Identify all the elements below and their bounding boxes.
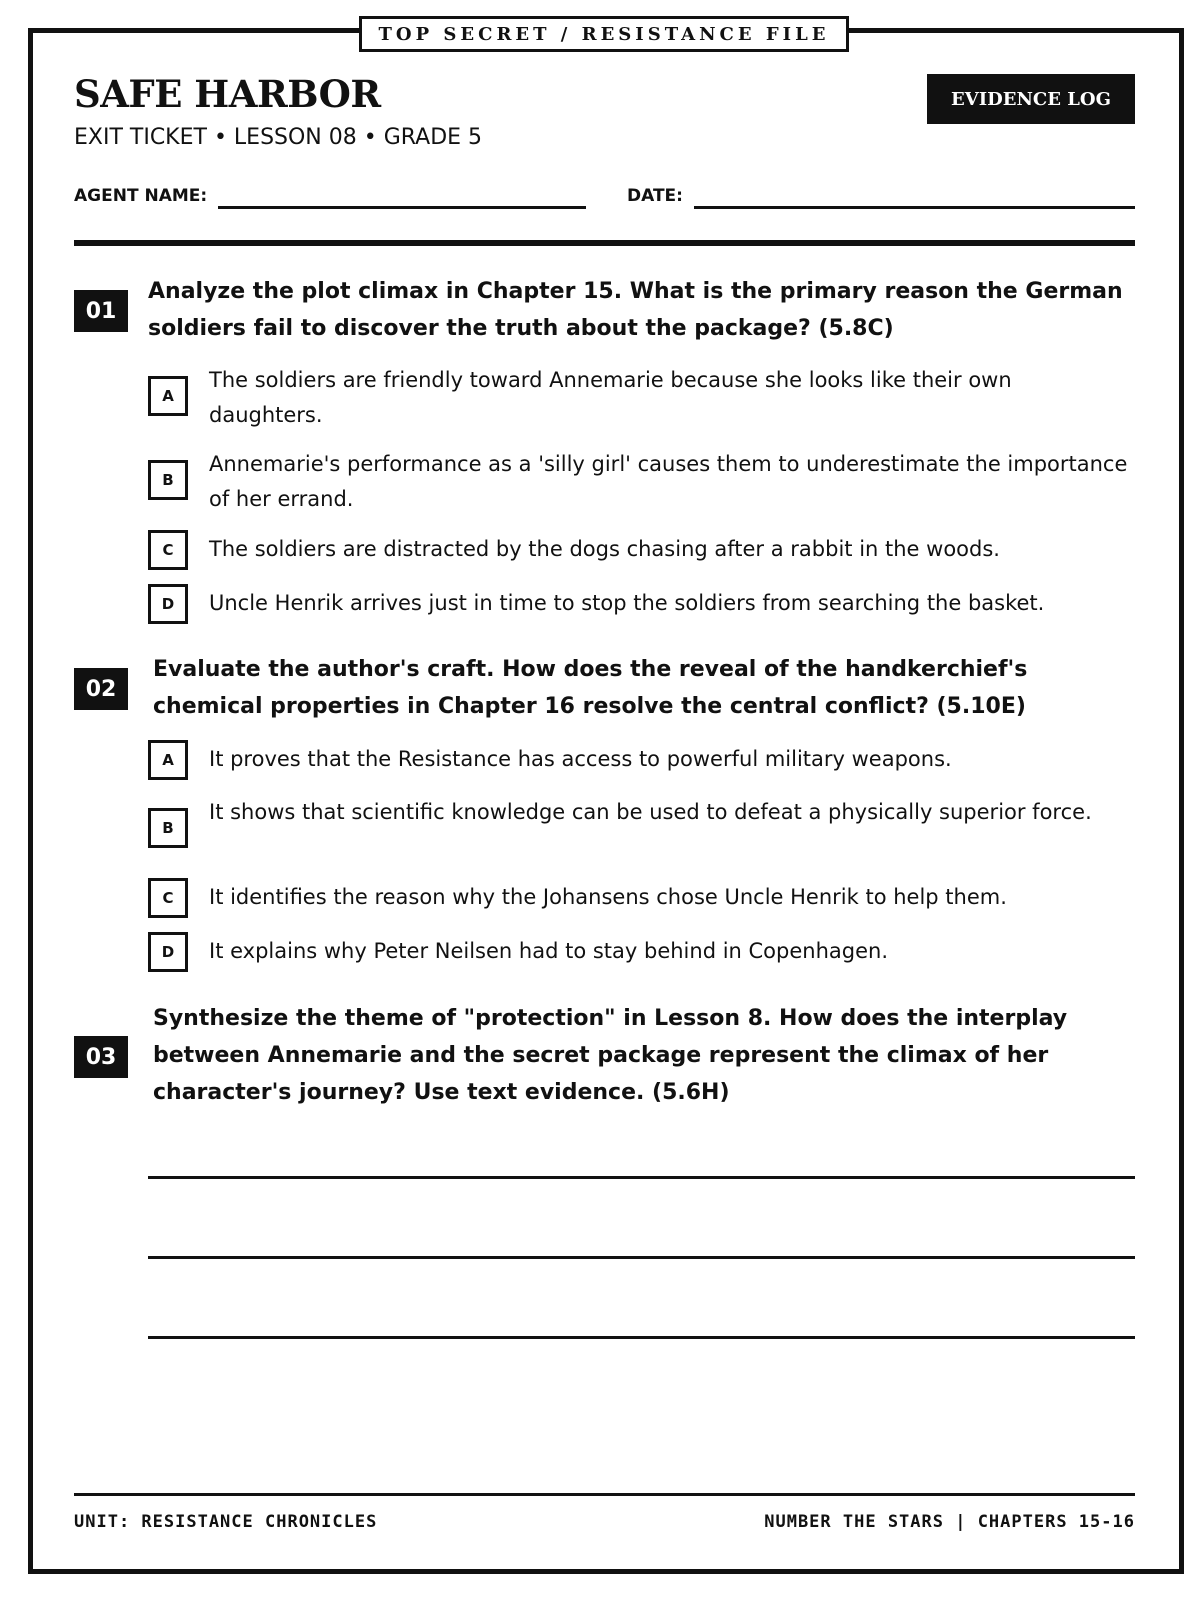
footer-book: NUMBER THE STARS | CHAPTERS 15-16 [764, 1512, 1135, 1532]
q2-option-c-checkbox[interactable]: C [148, 878, 188, 918]
agent-name-field[interactable] [218, 206, 586, 209]
answer-line[interactable] [148, 1336, 1135, 1339]
q1-option-d-checkbox[interactable]: D [148, 584, 188, 624]
q2-option-b-checkbox[interactable]: B [148, 808, 188, 848]
answer-line[interactable] [148, 1176, 1135, 1179]
footer-unit: UNIT: RESISTANCE CHRONICLES [74, 1512, 378, 1532]
header-divider [74, 240, 1135, 246]
q1-option-a-checkbox[interactable]: A [148, 376, 188, 416]
q1-option-b-text: Annemarie's performance as a 'silly girl' causes them to underestimate the importance of her errand. [209, 452, 1128, 511]
date-label: DATE: [627, 186, 683, 206]
q1-option-a-text: The soldiers are friendly toward Annemarie because she looks like their own daughters. [209, 368, 1012, 427]
agent-name-label: AGENT NAME: [74, 186, 208, 206]
q1-option-c-text: The soldiers are distracted by the dogs chasing after a rabbit in the woods. [209, 537, 1000, 561]
question-3-prompt: Synthesize the theme of "protection" in Lesson 8. How does the interplay between Annemarie and the secret package represent the climax of her character's journey? Use text evidence. (5.6H) [153, 1006, 1068, 1105]
worksheet-subtitle: EXIT TICKET • LESSON 08 • GRADE 5 [74, 125, 483, 150]
q2-option-a-text: It proves that the Resistance has access to powerful military weapons. [209, 747, 952, 771]
q2-option-d-text: It explains why Peter Neilsen had to stay behind in Copenhagen. [209, 939, 889, 963]
q2-option-c-text: It identifies the reason why the Johansens chose Uncle Henrik to help them. [209, 885, 1007, 909]
date-field[interactable] [694, 206, 1135, 209]
question-2-prompt: Evaluate the author's craft. How does the reveal of the handkerchief's chemical properties in Chapter 16 resolve the central conflict? (5.10E) [153, 657, 1028, 719]
question-1-prompt: Analyze the plot climax in Chapter 15. What is the primary reason the German soldiers fail to discover the truth about the package? (5.8C) [148, 279, 1123, 341]
answer-line[interactable] [148, 1256, 1135, 1259]
q2-option-b-text: It shows that scientific knowledge can be used to defeat a physically superior force. [209, 800, 1092, 824]
question-number-badge: 01 [74, 290, 128, 332]
question-number-badge: 03 [74, 1036, 128, 1078]
q1-option-c-checkbox[interactable]: C [148, 530, 188, 570]
q2-option-a-checkbox[interactable]: A [148, 740, 188, 780]
footer-divider [74, 1493, 1135, 1496]
q1-option-b-checkbox[interactable]: B [148, 460, 188, 500]
evidence-log-button[interactable]: EVIDENCE LOG [927, 74, 1135, 124]
question-number-badge: 02 [74, 668, 128, 710]
q2-option-d-checkbox[interactable]: D [148, 932, 188, 972]
worksheet-title: SAFE HARBOR [74, 72, 381, 116]
classification-tab: TOP SECRET / RESISTANCE FILE [359, 16, 849, 52]
q1-option-d-text: Uncle Henrik arrives just in time to stop the soldiers from searching the basket. [209, 591, 1045, 615]
